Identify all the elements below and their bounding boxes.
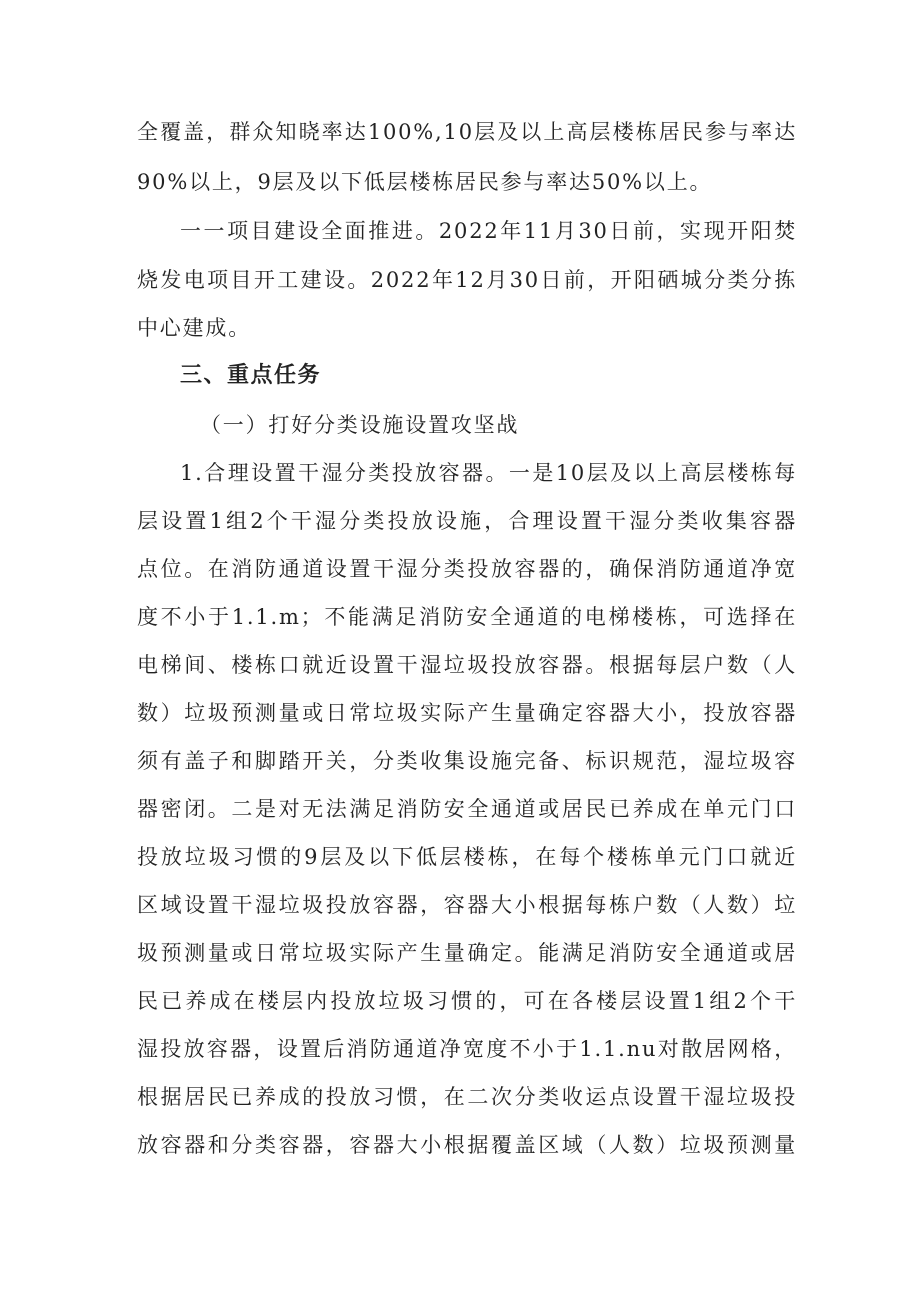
body-text-line: 圾预测量或日常垃圾实际产生量确定。能满足消防安全通道或居: [137, 941, 797, 965]
body-text-line: 区域设置干湿垃圾投放容器，容器大小根据每栋户数（人数）垃: [137, 893, 797, 917]
body-text-line: 点位。在消防通道设置干湿分类投放容器的，确保消防通道净宽: [137, 557, 797, 581]
body-text-line: 一一项目建设全面推进。2022年11月30日前，实现开阳焚: [180, 219, 797, 243]
body-text-line: 全覆盖，群众知晓率达100%,10层及以上高层楼栋居民参与率达: [137, 120, 797, 144]
body-text-line: 投放垃圾习惯的9层及以下低层楼栋，在每个楼栋单元门口就近: [137, 845, 797, 869]
body-text-line: 根据居民已养成的投放习惯，在二次分类收运点设置干湿垃圾投: [137, 1085, 797, 1109]
section-heading: 三、重点任务: [180, 363, 322, 388]
body-text-line: 电梯间、楼栋口就近设置干湿垃圾投放容器。根据每层户数（人: [137, 653, 797, 677]
body-text-line: 烧发电项目开工建设。2022年12月30日前，开阳硒城分类分拣: [137, 268, 797, 292]
body-text-line: 放容器和分类容器，容器大小根据覆盖区域（人数）垃圾预测量: [137, 1133, 797, 1157]
subsection-heading: （一）打好分类设施设置攻坚战: [200, 413, 520, 437]
body-text-line: 民已养成在楼层内投放垃圾习惯的，可在各楼层设置1组2个干: [137, 989, 797, 1013]
body-text-line: 器密闭。二是对无法满足消防安全通道或居民已养成在单元门口: [137, 797, 797, 821]
body-text-line: 度不小于1.1.m；不能满足消防安全通道的电梯楼栋，可选择在: [137, 605, 797, 629]
body-text-line: 90%以上，9层及以下低层楼栋居民参与率达50%以上。: [137, 170, 713, 194]
body-text-line: 1.合理设置干湿分类投放容器。一是10层及以上高层楼栋每: [180, 461, 797, 485]
body-text-line: 数）垃圾预测量或日常垃圾实际产生量确定容器大小，投放容器: [137, 701, 797, 725]
body-text-line: 层设置1组2个干湿分类投放设施，合理设置干湿分类收集容器: [137, 509, 797, 533]
body-text-line: 中心建成。: [137, 316, 251, 340]
body-text-line: 须有盖子和脚踏开关，分类收集设施完备、标识规范，湿垃圾容: [137, 749, 797, 773]
body-text-line: 湿投放容器，设置后消防通道净宽度不小于1.1.nu对散居网格，: [137, 1037, 797, 1061]
